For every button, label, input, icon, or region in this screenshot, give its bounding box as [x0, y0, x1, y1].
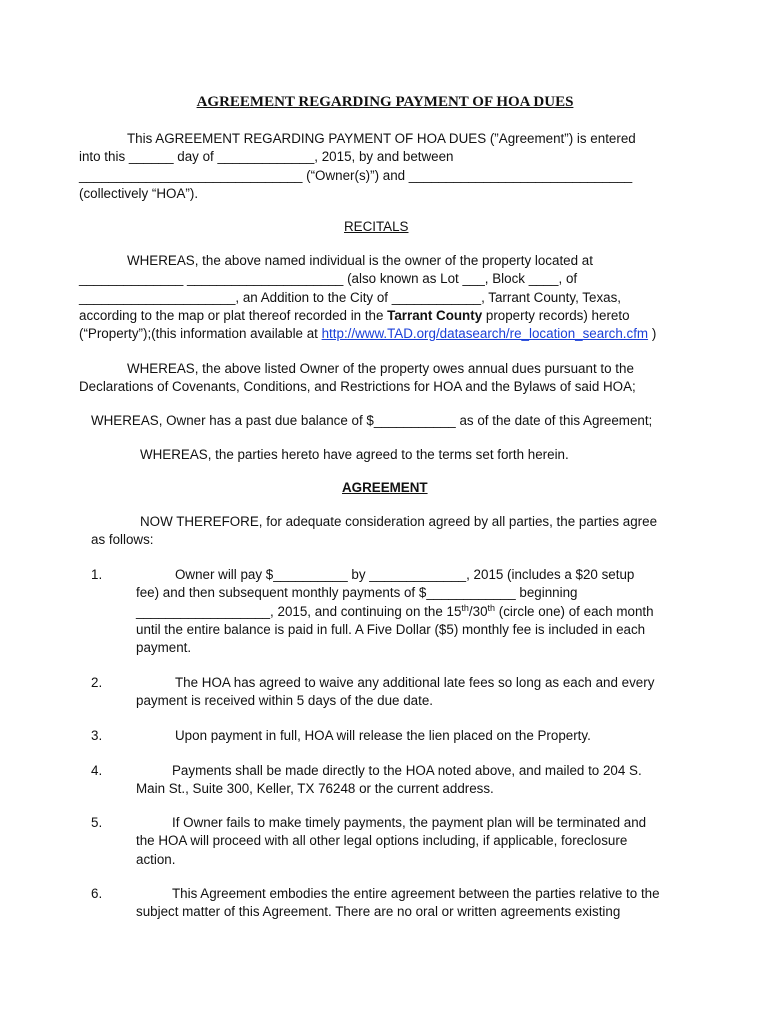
tarrant-county-bold: Tarrant County [387, 308, 483, 323]
recital-1-line-5 [79, 325, 656, 343]
item-6-number: 6. [91, 886, 103, 901]
recital-1-line-3: _____________________, an Addition to the City of ____________, Tarrant County, Texas, [79, 290, 622, 305]
item-1-line-4: until the entire balance is paid in full. A Five Dollar ($5) monthly fee is included in each [136, 622, 646, 637]
item-5-number: 5. [91, 815, 103, 830]
item-5-line-1: If Owner fails to make timely payments, the payment plan will be terminated and [172, 815, 647, 830]
recital-1-line-2: ______________ _____________________ (also known as Lot ___, Block ____, of [79, 271, 578, 286]
item-4-line-1: Payments shall be made directly to the HOA noted above, and mailed to 204 S. [172, 763, 642, 778]
recital-4: WHEREAS, the parties hereto have agreed to the terms set forth herein. [140, 447, 569, 462]
item-2-line-1: The HOA has agreed to waive any additional late fees so long as each and every [175, 675, 655, 690]
recital-2-line-1: WHEREAS, the above listed Owner of the property owes annual dues pursuant to the [127, 361, 634, 376]
item-1-number: 1. [91, 567, 103, 582]
item-6-line-1: This Agreement embodies the entire agreement between the parties relative to the [172, 886, 660, 901]
item-5-line-2: the HOA will proceed with all other legal options including, if applicable, foreclosure [136, 833, 628, 848]
intro-line-1: This AGREEMENT REGARDING PAYMENT OF HOA DUES (”Agreement”) is entered [127, 131, 636, 146]
now-therefore-line-1: NOW THEREFORE, for adequate consideration agreed by all parties, the parties agree [140, 514, 658, 529]
item-5-line-3: action. [136, 852, 176, 867]
intro-line-3: ______________________________ (“Owner(s)”) and ______________________________ [79, 168, 633, 183]
item-1-sup-1: th [461, 603, 469, 613]
item-2-number: 2. [91, 675, 103, 690]
recitals-heading: RECITALS [344, 219, 409, 234]
document-title: AGREEMENT REGARDING PAYMENT OF HOA DUES [196, 94, 574, 110]
item-3-line-1: Upon payment in full, HOA will release the lien placed on the Property. [175, 728, 591, 743]
item-1-line-5: payment. [136, 640, 192, 655]
item-1-line-2: fee) and then subsequent monthly payments of $____________ beginning [136, 585, 578, 600]
item-1-line-3 [136, 603, 654, 621]
now-therefore-line-2: as follows: [91, 532, 154, 547]
intro-line-4: (collectively “HOA”). [79, 186, 199, 201]
item-1-line-3-c: (circle one) of each month [495, 604, 654, 619]
recital-2-line-2: Declarations of Covenants, Conditions, and Restrictions for HOA and the Bylaws of said HOA; [79, 379, 636, 394]
item-4-line-2: Main St., Suite 300, Keller, TX 76248 or the current address. [136, 781, 494, 796]
item-1-line-3-a: __________________, 2015, and continuing on the 15 [136, 604, 462, 619]
recital-3: WHEREAS, Owner has a past due balance of $___________ as of the date of this Agreement; [91, 413, 653, 428]
recital-1-line-5-post: ) [648, 326, 657, 341]
item-1-line-3-b: /30 [468, 604, 488, 619]
item-3-number: 3. [91, 728, 103, 743]
item-2-line-2: payment is received within 5 days of the due date. [136, 693, 434, 708]
item-1-sup-2: th [487, 603, 496, 613]
recital-1-line-4-post: property records) hereto [482, 308, 630, 323]
intro-line-2: into this ______ day of _____________, 2015, by and between [79, 149, 454, 164]
item-6-line-2: subject matter of this Agreement. There are no oral or written agreements existing [136, 904, 621, 919]
agreement-heading: AGREEMENT [342, 480, 428, 495]
recital-1-line-1: WHEREAS, the above named individual is the owner of the property located at [127, 253, 593, 268]
recital-1-line-5-pre: (“Property”);(this information available at [79, 326, 322, 341]
item-4-number: 4. [91, 763, 103, 778]
item-1-line-1: Owner will pay $__________ by _____________, 2015 (includes a $20 setup [175, 567, 635, 582]
recital-1-line-4 [79, 307, 630, 325]
tad-search-link[interactable]: http://www.TAD.org/datasearch/re_location_search.cfm [321, 326, 649, 341]
recital-1-line-4-pre: according to the map or plat thereof recorded in the [79, 308, 388, 323]
